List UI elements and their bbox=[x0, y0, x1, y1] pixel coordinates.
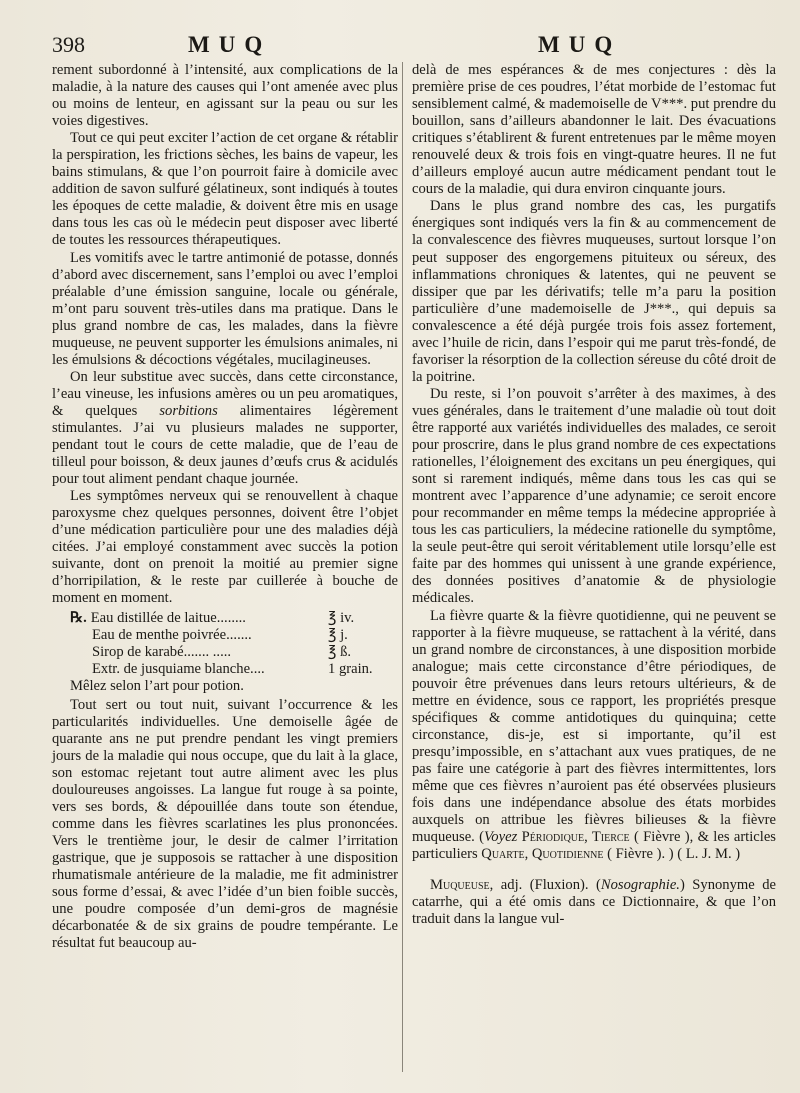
entry-headword: Muqueuse bbox=[430, 877, 490, 894]
paragraph: delà de mes espérances & de mes conjectures : dès la première prise de ces poudres, l’état morbide de l’estomac fut sensiblement calmé, & mademoiselle de V***. put prendre du bouillon, sans d’ailleurs abandonner le lait. Des évacuations critiques s’établirent & furent entretenues par le même moyen renouvelé deux & trois fois en vingt-quatre heures. Il ne fut d’ailleurs employé aucun autre médicament pendant tout le cours de la maladie, qui dura environ cinquante jours. bbox=[412, 62, 776, 198]
text-run: , adj. (Fluxion). ( bbox=[489, 877, 601, 894]
page-header bbox=[0, 30, 800, 64]
text-run: ) Synonyme de catarrhe, qui a été omis dans ce Dictionnaire, & que l’on traduit dans la langue vul- bbox=[412, 877, 776, 928]
left-column bbox=[52, 62, 398, 952]
dictionary-entry bbox=[412, 877, 776, 928]
italic-term: Nosographie. bbox=[600, 877, 680, 894]
recipe-quantity: ℥ j. bbox=[328, 626, 348, 643]
cross-reference: Périodique, Tierce bbox=[517, 829, 630, 846]
text-run: On leur substitue avec succès, dans cette circonstance, l’eau vineuse, les infusions amères ou un peu aromatiques, & quelques bbox=[52, 368, 398, 419]
text-run: La fièvre quarte & la fièvre quotidienne, qui ne peuvent se rapporter à la fièvre muqueuse, se rattachent à la vérité, dans un grand nombre de circonstances, à une disposition morbide analogue; mais cette circonstance d’être périodiques, de pouvoir être prévenues dans leurs retours ultérieurs, & de mettre en évidence, sous ce rapport, les propriétés presque spécifiques & comme antidotiques du quinquina; cette circonstance, dis-je, est si importante, qu’il est presqu’impossible, en s’attachant aux vues pratiques, de ne pas faire une catégorie à part des fièvres intermittentes, lors même que ces fièvres n’auroient pas été observées plusieurs fois dans une indépendance absolue des états morbides auxquels on attribue les fièvres bilieuses & la fièvre muqueuse. ( bbox=[412, 607, 776, 846]
right-running-head: MUQ bbox=[538, 32, 622, 57]
recipe-ingredient: ℞. Eau distillée de laitue........ bbox=[70, 609, 246, 626]
recipe-ingredient: Sirop de karabé....... ..... bbox=[92, 643, 232, 660]
text-run: alimentaires légèrement stimulantes. J’ai vu plusieurs malades ne supporter, pendant tout le cours de cette maladie, que de l’eau de tilleul pour boisson, & deux jaunes d’œufs crus & acidulés pour tout aliment pendant chaque journée. bbox=[52, 402, 399, 488]
cross-reference: Quotidienne bbox=[531, 846, 604, 863]
recipe-quantity: ℥ iv. bbox=[328, 609, 355, 626]
cross-reference: Quarte bbox=[481, 846, 525, 863]
left-running-head: MUQ bbox=[188, 32, 272, 57]
page-number: 398 bbox=[52, 32, 85, 57]
paragraph: Dans le plus grand nombre des cas, les purgatifs énergiques sont indiqués vers la fin & au commencement de la convalescence des fièvres muqueuses, surtout lorsque l’on peut supposer des engorgemens pituiteux ou séreux, des inflammations chroniques & latentes, qui ne peuvent se dissiper que par les dérivatifs; telle m’a paru la position particulière d’une mademoiselle de J***., qui depuis sa convalescence a été déjà purgée trois fois assez fortement, avec l’huile de ricin, dans l’espoir qui me parut très-fondé, de favoriser la résorption de la collection séreuse du côté droit de la poitrine. bbox=[412, 198, 776, 385]
text-run: , bbox=[524, 846, 532, 863]
recipe-symbol: ℞. bbox=[70, 609, 87, 626]
recipe-ingredient: Eau de menthe poivrée....... bbox=[92, 626, 252, 643]
recipe-row bbox=[52, 661, 398, 678]
paragraph bbox=[412, 608, 776, 864]
paragraph bbox=[52, 369, 398, 488]
paragraph: rement subordonné à l’intensité, aux complications de la maladie, à la nature des causes qui l’ont amenée avec plus ou moins de lenteur, en agissant sur la peau ou sur les voies digestives. bbox=[52, 62, 398, 130]
recipe-ingredient: Extr. de jusquiame blanche.... bbox=[92, 660, 265, 677]
column-divider bbox=[402, 62, 403, 1072]
right-column bbox=[412, 62, 776, 928]
paragraph: Les vomitifs avec le tartre antimonié de potasse, donnés d’abord avec discernement, sans l’emploi ou avec l’emploi préalable d’une émission sanguine, locale ou générale, m’ont paru souvent très-utiles dans ma pratique. Dans le plus grand nombre de cas, les malades, dans la fièvre muqueuse, ne peuvent supporter les émulsions animales, ni les émulsions & décoctions végétales, mucilagineuses. bbox=[52, 249, 398, 368]
recipe-row bbox=[52, 644, 398, 661]
text-run: ( Fièvre ), & les articles particuliers bbox=[412, 829, 776, 863]
paragraph: Du reste, si l’on pouvoit s’arrêter à des maximes, à des vues générales, dans le traitement d’une maladie où tout doit être rapporté aux variétés individuelles des malades, ce seroit pour proscrire, dans le plus grand nombre de ces expectations rationelles, l’éloignement des excitans un peu énergiques, qui sont si rarement indiqués, même dans tous les cas qui se montrent avec l’apparence d’une adynamie; ce seroit encore pour recommander en même temps la médecine appropriée à tous les cas particuliers, la médecine rationelle du symptôme, la seule peut-être qui seroit véritablement utile lorsqu’elle est faite par des hommes qui unissent à une grande expérience, des données positives d’anatomie & de physiologie médicales. bbox=[412, 385, 776, 607]
text-run: ( Fièvre ). ) ( L. J. M. ) bbox=[603, 846, 741, 863]
recipe-block bbox=[52, 610, 398, 695]
recipe-row bbox=[52, 627, 398, 644]
recipe-quantity: 1 grain. bbox=[328, 660, 373, 677]
paragraph: Tout ce qui peut exciter l’action de cet organe & rétablir la perspiration, les frictions sèches, les bains de vapeur, les bains stimulans, & que l’on pourroit faire à domicile avec addition de savon sulfuré gélatineux, sont indiqués à toutes les époques de cette maladie, & doivent être mis en usage dans tous les cas où le médecin peut disposer avec liberté de toutes les ressources thérapeutiques. bbox=[52, 130, 398, 249]
italic-term: sorbitions bbox=[159, 402, 218, 419]
paragraph: Les symptômes nerveux qui se renouvellent à chaque paroxysme chez quelques personnes, doivent être l’objet d’une médication particulière pour une des maladies déjà citées. J’ai employé constamment avec succès la potion suivante, dont on prenoit la moitié au premier signe d’horripilation, & le reste par cuillerée à bouche de moment en moment. bbox=[52, 488, 398, 607]
recipe-quantity: ℥ ß. bbox=[328, 643, 352, 660]
recipe-row bbox=[52, 610, 398, 627]
italic-term: Voyez bbox=[484, 829, 518, 846]
paragraph: Tout sert ou tout nuit, suivant l’occurrence & les particularités individuelles. Une demoiselle âgée de quarante ans ne put prendre pendant les vingt premiers jours de la maladie qui nous occupe, que du lait à la glace, son estomac rejetant tout autre aliment avec les plus douloureuses angoisses. La langue fut rouge à sa pointe, vers ses bords, & dépouillée dans toute son étendue, comme dans les fièvres scarlatines les plus prononcées. Vers le trentième jour, le desir de calmer l’irritation gastrique, que je supposois se rattacher à une disposition rhumatismale antérieure de la maladie, me fit administrer sous forme d’essai, & avec l’idée d’un bien foible succès, une poudre composée d’un demi-gros de magnésie décarbonatée & de six grains de poudre tempérante. Le résultat fut beaucoup au- bbox=[52, 696, 398, 952]
recipe-note: Mêlez selon l’art pour potion. bbox=[70, 677, 244, 694]
